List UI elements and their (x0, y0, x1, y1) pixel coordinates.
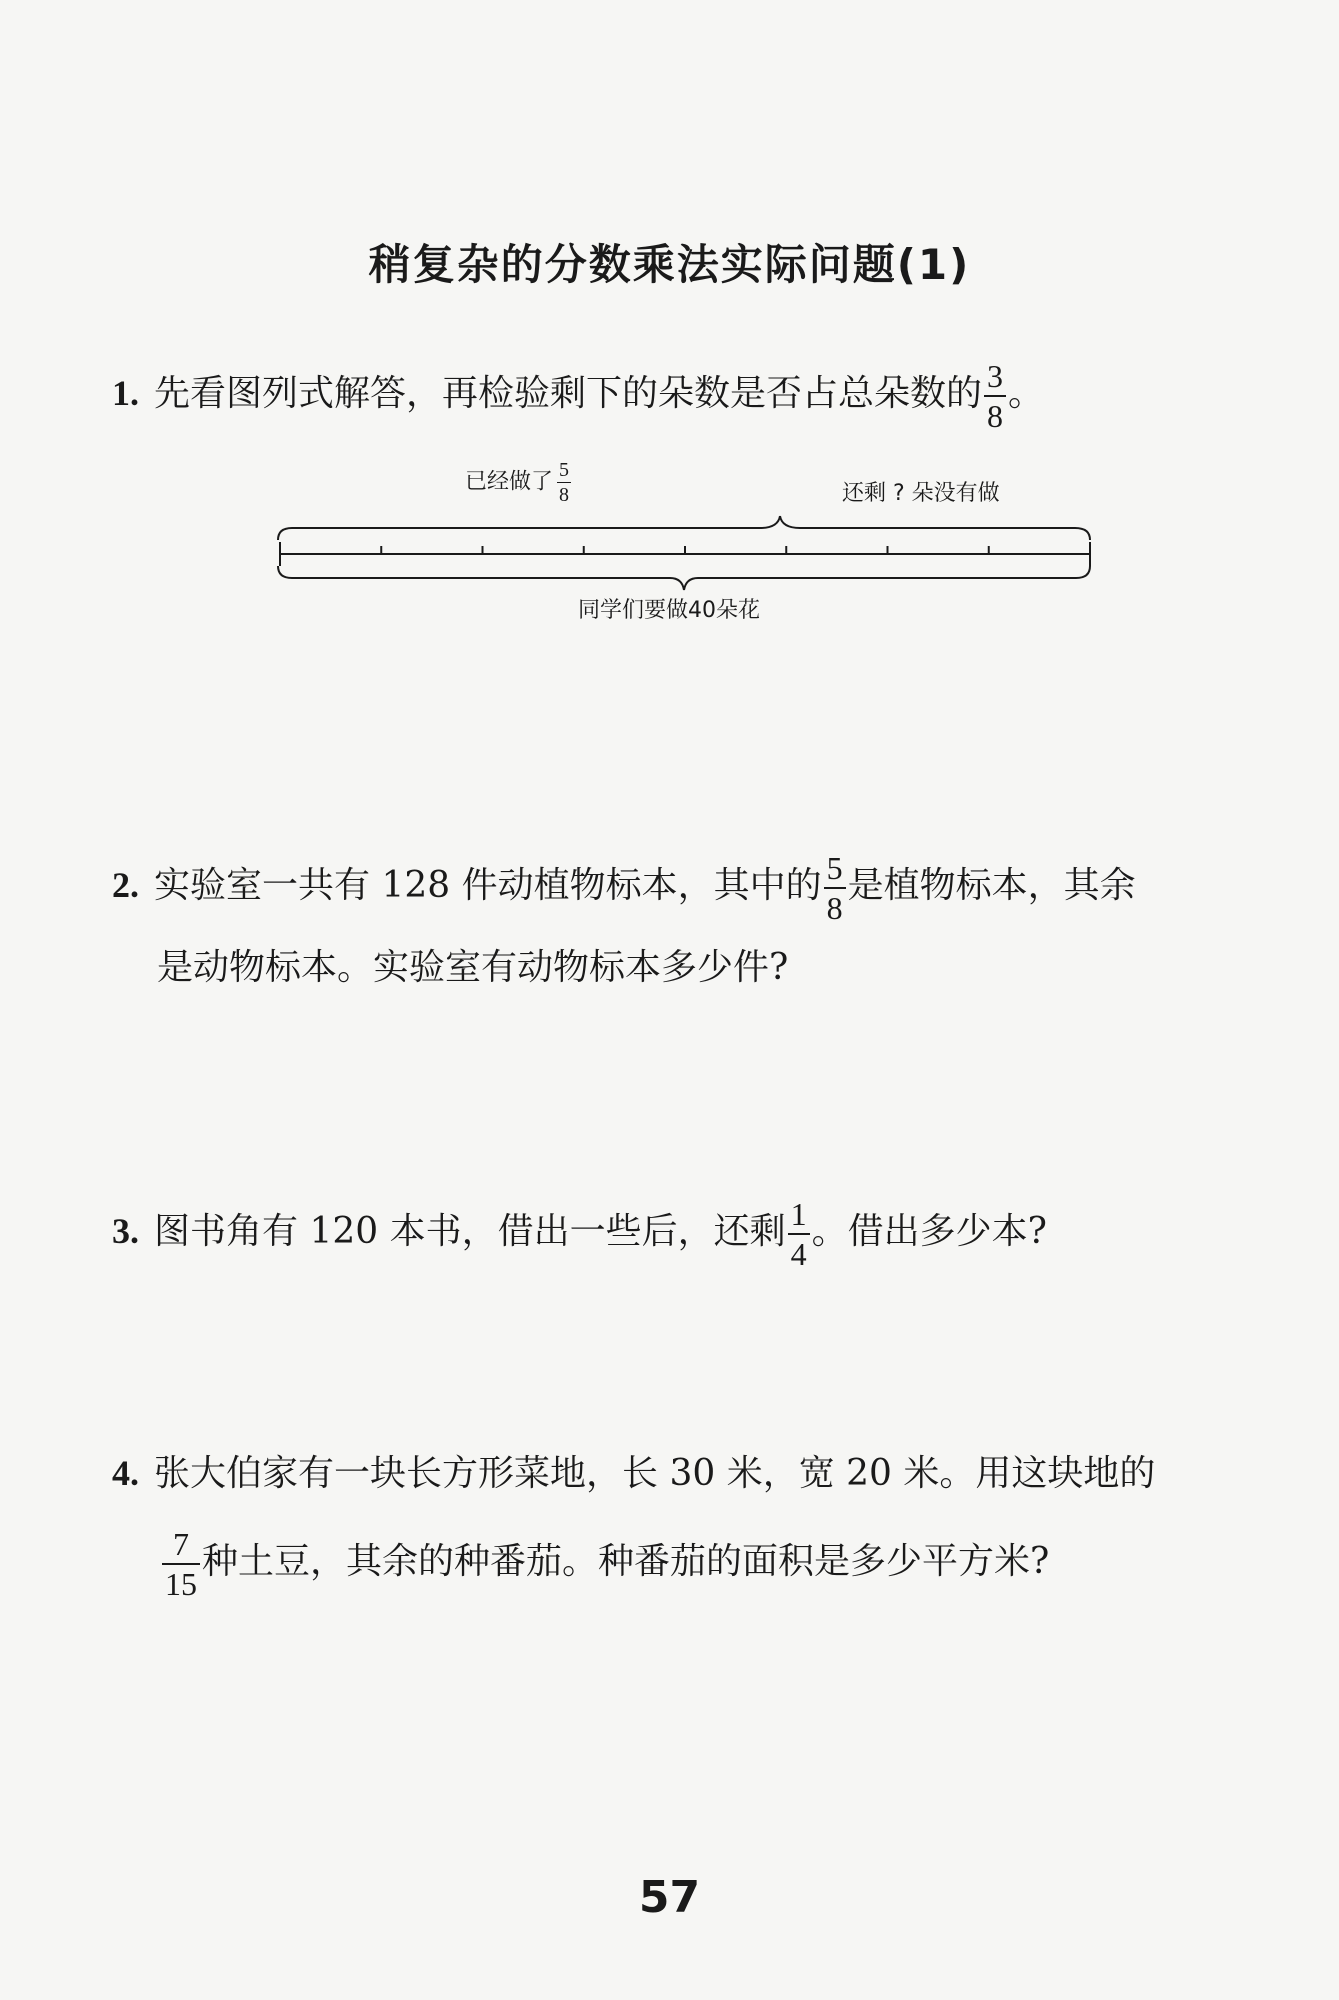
question-text-end: 。 (1008, 373, 1045, 414)
fraction-denominator: 8 (826, 890, 843, 926)
question-text: 张大伯家有一块长方形菜地，长 30 米，宽 20 米。用这块地的 (154, 1453, 1156, 1494)
fraction (824, 852, 846, 924)
question-text: 先看图列式解答，再检验剩下的朵数是否占总朵数的 (154, 373, 983, 414)
fraction-numerator: 7 (162, 1528, 200, 1565)
question-2 (112, 852, 1136, 924)
done-brace-left (278, 516, 780, 540)
question-number: 3. (112, 1211, 139, 1251)
done-fraction-denominator: 8 (559, 484, 570, 506)
question-4 (112, 1455, 1155, 1492)
done-fraction-numerator: 5 (559, 459, 570, 481)
fraction-denominator: 8 (987, 398, 1004, 434)
fraction-denominator: 4 (790, 1236, 807, 1272)
fraction-numerator: 5 (824, 852, 846, 889)
question-text-after: 。借出多少本? (811, 1211, 1047, 1252)
page-number: 57 (638, 1872, 701, 1923)
question-text: 实验室一共有 128 件动植物标本，其中的 (154, 865, 822, 906)
done-label-text: 已经做了 (465, 469, 554, 495)
question-number: 1. (112, 373, 139, 413)
fraction (788, 1198, 810, 1270)
question-3 (112, 1198, 1047, 1270)
fraction-numerator: 1 (788, 1198, 810, 1235)
remaining-brace (780, 516, 1090, 540)
question-2-line-2: 是动物标本。实验室有动物标本多少件? (157, 947, 789, 988)
segment-diagram (270, 450, 1100, 640)
question-4-line-2 (160, 1528, 1049, 1600)
question-number: 2. (112, 865, 139, 905)
remaining-label: 还剩 ? 朵没有做 (842, 481, 1000, 506)
page-title: 稍复杂的分数乘法实际问题(1) (368, 240, 971, 289)
total-brace (278, 566, 1090, 590)
total-label: 同学们要做40朵花 (578, 598, 760, 623)
question-text-after: 是植物标本，其余 (847, 865, 1136, 906)
question-number: 4. (112, 1453, 139, 1493)
fraction (162, 1528, 200, 1600)
question-1 (112, 360, 1044, 432)
question-text-after: 种土豆，其余的种番茄。种番茄的面积是多少平方米? (202, 1541, 1050, 1582)
question-text: 图书角有 120 本书，借出一些后，还剩 (154, 1211, 786, 1252)
fraction-denominator: 15 (165, 1566, 197, 1602)
fraction-numerator: 3 (984, 360, 1006, 397)
fraction (984, 360, 1006, 432)
